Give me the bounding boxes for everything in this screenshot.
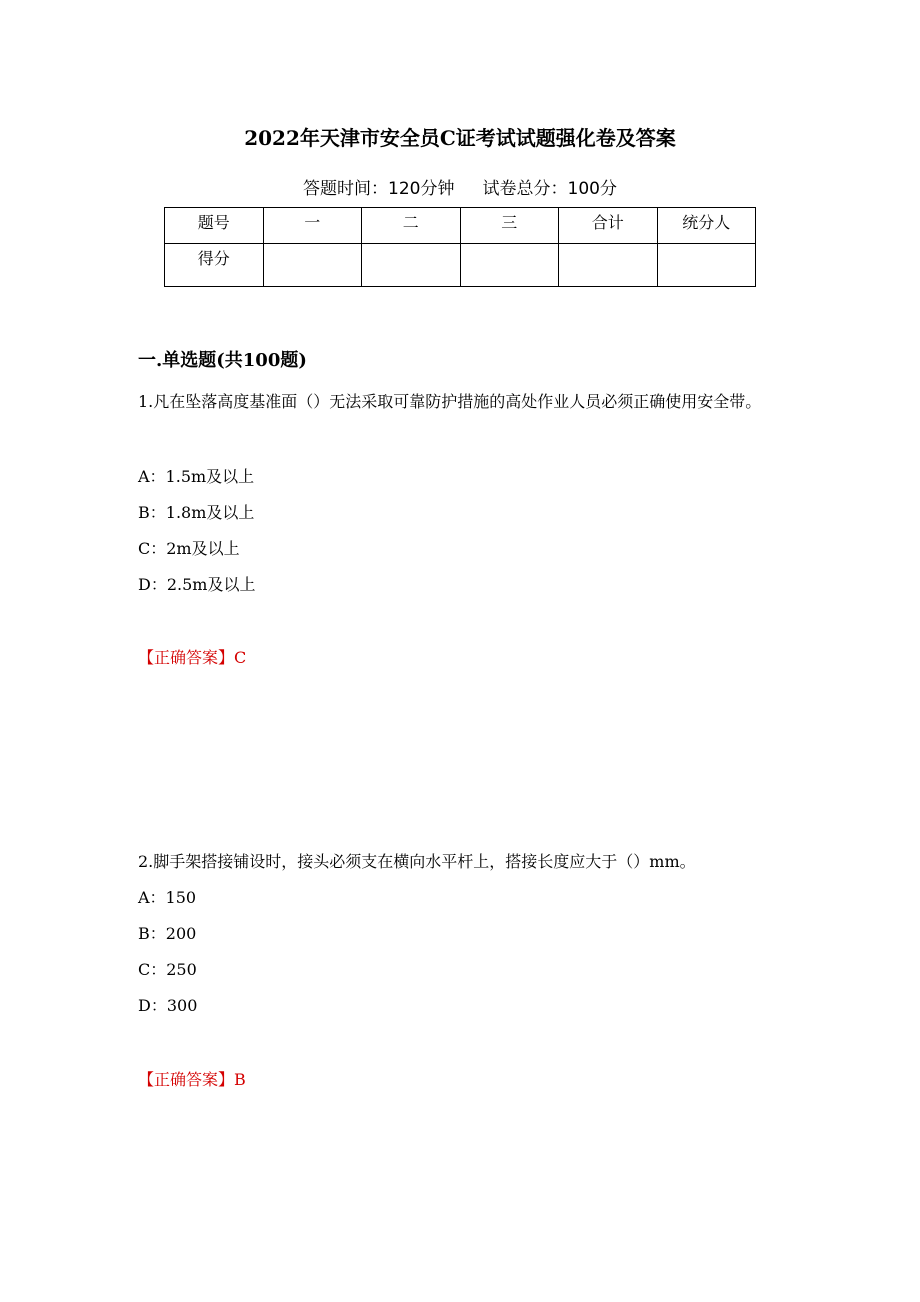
score-table-header: 统分人	[657, 208, 756, 244]
exam-meta	[0, 174, 920, 199]
score-cell[interactable]	[263, 244, 362, 287]
exam-total-score: 试卷总分：100分	[482, 179, 617, 199]
option-b: B：200	[138, 924, 197, 943]
score-table-header: 一	[263, 208, 362, 244]
score-table-header: 二	[362, 208, 461, 244]
document-title: 2022年天津市安全员C证考试试题强化卷及答案	[244, 126, 676, 150]
score-table-header: 合计	[559, 208, 658, 244]
question-stem: 1.凡在坠落高度基准面（）无法采取可靠防护措施的高处作业人员必须正确使用安全带。	[138, 392, 762, 411]
score-row-label: 得分	[165, 244, 264, 287]
score-table-score-row	[165, 244, 756, 287]
score-table-header-row	[165, 208, 756, 244]
score-table-header: 题号	[165, 208, 264, 244]
score-table	[164, 207, 756, 287]
option-c: C：250	[138, 960, 197, 979]
option-d: D：2.5m及以上	[138, 575, 256, 594]
option-a: A：1.5m及以上	[138, 467, 255, 486]
option-d: D：300	[138, 996, 198, 1015]
correct-answer: 【正确答案】C	[138, 648, 247, 667]
score-table-header: 三	[460, 208, 559, 244]
section-title: 一.单选题(共100题)	[138, 350, 307, 371]
question-stem: 2.脚手架搭接铺设时，接头必须支在横向水平杆上，搭接长度应大于（）mm。	[138, 852, 696, 871]
option-b: B：1.8m及以上	[138, 503, 255, 522]
option-c: C：2m及以上	[138, 539, 240, 558]
score-cell[interactable]	[559, 244, 658, 287]
correct-answer: 【正确答案】B	[138, 1070, 246, 1089]
exam-time: 答题时间：120分钟	[303, 179, 455, 199]
score-cell[interactable]	[460, 244, 559, 287]
score-cell[interactable]	[657, 244, 756, 287]
score-cell[interactable]	[362, 244, 461, 287]
option-a: A：150	[138, 888, 197, 907]
